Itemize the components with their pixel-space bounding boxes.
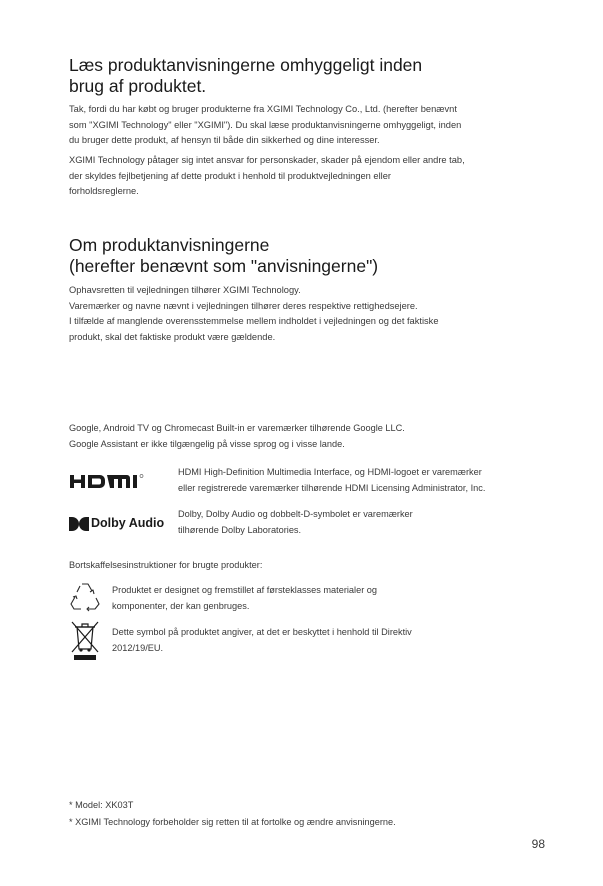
google-trademark-text [69, 421, 539, 452]
section1-heading-line: Læs produktanvisningerne omhyggeligt inden [69, 55, 423, 75]
weee-text [112, 625, 512, 656]
text-line: du bruger dette produkt, af hensyn til både din sikkerhed og dine interesser. [69, 135, 380, 145]
text-line: Varemærker og navne nævnt i vejledningen tilhører deres respektive rettighedsejere. [69, 300, 418, 311]
text-line: Dolby, Dolby Audio og dobbelt-D-symbolet er varemærker [178, 509, 413, 519]
text-line: eller registrerede varemærker tilhørende HDMI Licensing Administrator, Inc. [178, 482, 486, 493]
text-line: produkt, skal det faktiske produkt være gældende. [69, 331, 276, 342]
text-line: som "XGIMI Technology" eller "XGIMI"). Du skal læse produktanvisningerne omhyggeligt, inden [69, 119, 462, 130]
dolby-trademark-text [178, 507, 538, 538]
section2-heading-line: (herefter benævnt som "anvisningerne") [69, 256, 379, 276]
text-line: Dette symbol på produktet angiver, at det er beskyttet i henhold til Direktiv [112, 627, 412, 637]
text-line: Produktet er designet og fremstillet af førsteklasses materialer og [112, 585, 378, 595]
text-line: tilhørende Dolby Laboratories. [178, 524, 302, 535]
text-line: der skyldes fejlbetjening af dette produkt i henhold til produktvejledningen eller [69, 170, 391, 181]
crossed-bin-icon [70, 619, 100, 661]
hdmi-logo [69, 470, 151, 492]
recycle-text [112, 583, 512, 614]
text-line: Tak, fordi du har købt og bruger produkterne fra XGIMI Technology Co., Ltd. (herefter benævnt [69, 104, 457, 114]
recycle-icon [69, 580, 101, 612]
text-line: komponenter, der kan genbruges. [112, 600, 250, 611]
dolby-audio-logo [69, 513, 169, 535]
text-line: Ophavsretten til vejledningen tilhører XGIMI Technology. [69, 285, 301, 295]
model-note: * Model: XK03T [69, 800, 134, 810]
text-line: I tilfælde af manglende overensstemmelse mellem indholdet i vejledningen og det faktiske [69, 316, 439, 326]
section2-heading [69, 235, 529, 277]
section1-heading-line: brug af produktet. [69, 76, 207, 96]
text-line: HDMI High-Definition Multimedia Interface, og HDMI-logoet er varemærker [178, 467, 482, 477]
section1-heading [69, 55, 529, 97]
section1-paragraph-2 [69, 153, 539, 200]
text-line: Google, Android TV og Chromecast Built-in er varemærker tilhørende Google LLC. [69, 423, 405, 433]
hdmi-trademark-text [178, 465, 538, 496]
page-number: 98 [531, 837, 545, 851]
section2-paragraph [69, 283, 539, 345]
dolby-double-d-icon [69, 517, 89, 531]
dolby-logo-text: Dolby Audio [91, 516, 165, 530]
rights-note: * XGIMI Technology forbeholder sig retten til at fortolke og ændre anvisningerne. [69, 817, 396, 827]
text-line: 2012/19/EU. [112, 642, 164, 653]
text-line: forholdsreglerne. [69, 186, 139, 196]
disposal-title: Bortskaffelsesinstruktioner for brugte produkter: [69, 560, 263, 570]
text-line: XGIMI Technology påtager sig intet ansvar for personskader, skader på ejendom eller andre tab, [69, 155, 465, 165]
section2-heading-line: Om produktanvisningerne [69, 235, 270, 255]
section1-paragraph-1 [69, 102, 539, 149]
text-line: Google Assistant er ikke tilgængelig på visse sprog og i visse lande. [69, 438, 345, 449]
